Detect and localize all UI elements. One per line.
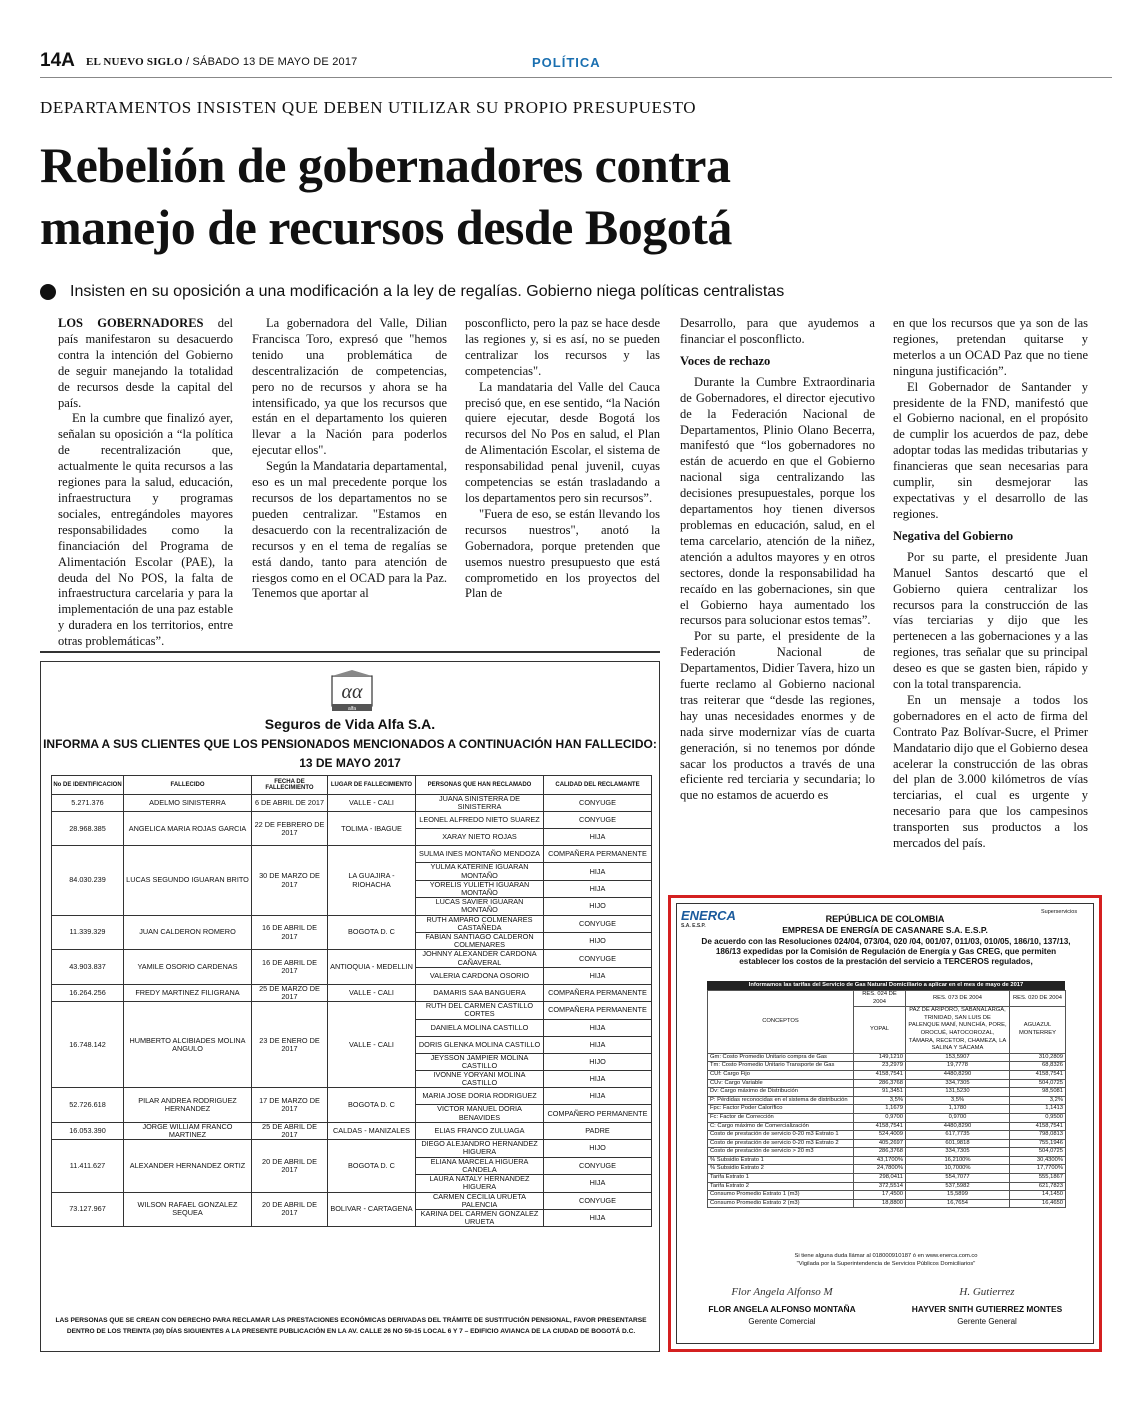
claimant-name: JOHNNY ALEXANDER CARDONA CAÑAVERAL <box>416 950 544 967</box>
tariff-value: 23,2979 <box>854 1062 906 1071</box>
tariff-row <box>708 1105 1066 1114</box>
claimant-relation: HIJA <box>544 1019 652 1036</box>
table-row <box>52 846 652 863</box>
tariff-row <box>708 1199 1066 1208</box>
tariff-concept: % Subsidio Estrato 2 <box>708 1165 854 1174</box>
column-header: CALIDAD DEL RECLAMANTE <box>544 776 652 795</box>
claimant-relation: PADRE <box>544 1122 652 1139</box>
deceased-date: 22 DE FEBRERO DE 2017 <box>252 812 328 846</box>
claimant-relation: HIJA <box>544 880 652 897</box>
claimant-relation: HIJO <box>544 1053 652 1070</box>
claimant-name: ELIANA MARCELA HIGUERA CANDELA <box>416 1157 544 1174</box>
claimant-name: YULMA KATERINE IGUARAN MONTAÑO <box>416 863 544 880</box>
tariff-value: 16,7654 <box>906 1199 1010 1208</box>
claimant-name: ELIAS FRANCO ZULUAGA <box>416 1122 544 1139</box>
column-header: No DE IDENTIFICACION <box>52 776 124 795</box>
tariff-row <box>708 1122 1066 1131</box>
tariff-header-row <box>708 991 1066 1007</box>
deceased-name: WILSON RAFAEL GONZALEZ SEQUEA <box>124 1192 252 1227</box>
tariff-value: 1,1679 <box>854 1105 906 1114</box>
deceased-date: 6 DE ABRIL DE 2017 <box>252 795 328 812</box>
deceased-table <box>51 775 652 1227</box>
table-row <box>52 812 652 829</box>
deceased-id: 73.127.967 <box>52 1192 124 1227</box>
section-divider <box>40 651 660 653</box>
claimant-relation: COMPAÑERA PERMANENTE <box>544 1002 652 1019</box>
tariff-row <box>708 1148 1066 1157</box>
tariff-value: 4158,7541 <box>854 1122 906 1131</box>
article-paragraph: Desarrollo, para que ayudemos a financiar el posconflicto. <box>680 316 875 346</box>
deceased-place: VALLE - CALI <box>328 795 416 812</box>
tariff-concept: Consumo Promedio Estrato 1 (m3) <box>708 1191 854 1200</box>
deceased-place: TOLIMA - IBAGUE <box>328 812 416 846</box>
tariff-row <box>708 1096 1066 1105</box>
claimant-relation: HIJA <box>544 967 652 984</box>
claimant-name: JUANA SINISTERRA DE SINISTERRA <box>416 795 544 812</box>
article-paragraph: Por su parte, el presidente Juan Manuel Santos descartó que el Gobierno quiera centralizar los recursos para la construcción de las vías terciarias y dijo que les pertenecen a las gobernaciones y a las regiones, tras señalar que su principal deseo es que se gasten bien, rápido y con la total transparencia. <box>893 549 1088 692</box>
tariff-value: 4480,8290 <box>906 1070 1010 1079</box>
handwritten-signature: Flor Angela Alfonso M <box>731 1286 833 1298</box>
tariff-value: 1,1780 <box>906 1105 1010 1114</box>
tariff-value: 14,1450 <box>1010 1191 1066 1200</box>
deceased-name: ANGELICA MARIA ROJAS GARCIA <box>124 812 252 846</box>
tariff-value: 18,8800 <box>854 1199 906 1208</box>
signer-name: HAYVER SNITH GUTIERREZ MONTES <box>911 1304 1063 1314</box>
tariff-concept: % Subsidio Estrato 1 <box>708 1156 854 1165</box>
tariff-value: 0,9500 <box>1010 1113 1066 1122</box>
tariff-value: 43,1700% <box>854 1156 906 1165</box>
tariff-concept: Tm: Costo Promedio Unitario Transporte de Gas <box>708 1062 854 1071</box>
deceased-name: ALEXANDER HERNANDEZ ORTIZ <box>124 1140 252 1192</box>
tariff-concept: C: Cargo máximo de Comercialización <box>708 1122 854 1131</box>
tariff-value: 153,5907 <box>906 1053 1010 1062</box>
article-kicker: DEPARTAMENTOS INSISTEN QUE DEBEN UTILIZAR SU PROPIO PRESUPUESTO <box>40 98 697 117</box>
tariff-value: 504,0725 <box>1010 1079 1066 1088</box>
tariff-value: 17,7700% <box>1010 1165 1066 1174</box>
col2-place: PAZ DE ARIPORO, SABANALARGA, TRINIDAD, SAN LUIS DE PALENQUE MANÍ, NUNCHÍA, PORE, OROCUÉ, HATOCOROZAL, TÁMARA, RECETOR, CHAMEZA, LA SALINA Y SÁCAMA <box>906 1007 1010 1054</box>
tariff-value: 4158,7541 <box>1010 1070 1066 1079</box>
article-column-4 <box>680 316 875 804</box>
claimant-name: CARMEN CECILIA URUETA PALENCIA <box>416 1192 544 1209</box>
deceased-place: CALDAS - MANIZALES <box>328 1122 416 1139</box>
deceased-name: FREDY MARTINEZ FILIGRANA <box>124 984 252 1001</box>
article-paragraph: posconflicto, pero la paz se hace desde las regiones y, si es así, no se pueden centralizar los recursos y las competencias". <box>465 316 660 378</box>
tariff-value: 3,5% <box>854 1096 906 1105</box>
claimant-relation: HIJO <box>544 933 652 950</box>
article-paragraph: La gobernadora del Valle, Dilian Francisca Toro, expresó que "hemos tenido una problemática de descentralización de competencias, pero no de recursos y ahora se ha intensificado, ya que los recursos que están en el departamento los quieren llevar a la Nación para poderlos ejecutar ellos". <box>252 316 447 458</box>
signer-name: FLOR ANGELA ALFONSO MONTAÑA <box>708 1304 856 1314</box>
tariff-value: 537,5982 <box>906 1182 1010 1191</box>
claimant-name: YORELIS YULIETH IGUARAN MONTAÑO <box>416 880 544 897</box>
col1-place: YOPAL <box>854 1007 906 1054</box>
deceased-date: 16 DE ABRIL DE 2017 <box>252 915 328 950</box>
tariff-value: 601,9818 <box>906 1139 1010 1148</box>
concepts-header: CONCEPTOS <box>708 991 854 1054</box>
claimant-name: VALERIA CARDONA OSORIO <box>416 967 544 984</box>
claimant-relation: COMPAÑERO PERMANENTE <box>544 1105 652 1122</box>
deceased-id: 28.968.385 <box>52 812 124 846</box>
claimant-relation: CONYUGE <box>544 950 652 967</box>
article-paragraph: En la cumbre que finalizó ayer, señalan su oposición a “la política de recentralización que, actualmente le quita recursos a las regiones para la salud, educación, infraestructura y programas sociales, entregándoles mayores responsabilidades como la financiación del Programa de Alimentación Escolar (PAE), la deuda del No POS, la falta de infraestructura carcelaria y para la implementación de una paz estable y duradera en los territorios, entre otras problemáticas”. <box>58 411 233 649</box>
enerca-country-title: REPÚBLICA DE COLOMBIA <box>825 914 945 924</box>
claimant-relation: HIJA <box>544 1175 652 1192</box>
tariff-value: 91,3451 <box>854 1088 906 1097</box>
deceased-name: LUCAS SEGUNDO IGUARAN BRITO <box>124 846 252 915</box>
claimant-relation: HIJA <box>544 863 652 880</box>
claimant-relation: CONYUGE <box>544 812 652 829</box>
claimant-name: JEYSSON JAMPIER MOLINA CASTILLO <box>416 1053 544 1070</box>
enerca-logo-text: ENERCA <box>681 908 736 923</box>
deceased-name: JUAN CALDERON ROMERO <box>124 915 252 950</box>
tariff-concept: CUf: Cargo Fijo <box>708 1070 854 1079</box>
tariff-value: 98,5081 <box>1010 1088 1066 1097</box>
claimant-name: KARINA DEL CARMEN GONZALEZ URUETA <box>416 1209 544 1226</box>
deceased-name: JORGE WILLIAM FRANCO MARTINEZ <box>124 1122 252 1139</box>
claimant-name: SULMA INES MONTAÑO MENDOZA <box>416 846 544 863</box>
tariff-value: 554,7077 <box>906 1174 1010 1183</box>
tariff-concept: Tarifa Estrato 1 <box>708 1174 854 1183</box>
supervision-note: "Vigilada por la Superintendencia de Servicios Públicos Domiciliarios" <box>796 1261 976 1267</box>
contact-note: Si tiene alguna duda llámar al 018000910187 ó en www.enerca.com.co <box>794 1253 978 1259</box>
claimant-relation: HIJA <box>544 1209 652 1226</box>
tariff-concept: Dv: Cargo máximo de Distribución <box>708 1088 854 1097</box>
tariff-value: 621,7823 <box>1010 1182 1066 1191</box>
tariff-concept: P: Pérdidas reconocidas en el sistema de distribución <box>708 1096 854 1105</box>
tariff-value: 24,7800% <box>854 1165 906 1174</box>
table-row <box>52 984 652 1001</box>
column-header: PERSONAS QUE HAN RECLAMADO <box>416 776 544 795</box>
signature-block <box>892 1286 1082 1326</box>
tariff-value: 3,2% <box>1010 1096 1066 1105</box>
tariff-value: 4158,7541 <box>854 1070 906 1079</box>
article-paragraph: La mandataria del Valle del Cauca precisó que, en ese sentido, “la Nación quiere ejecutar, desde Bogotá los recursos del No Pos en salud, el Plan de Alimentación Escolar, el sistema de responsabilidad penal juvenil, cuyas competencias se están trasladando a los departamentos pero sin recursos”. <box>465 379 660 505</box>
claimant-relation: CONYUGE <box>544 915 652 932</box>
tariff-table <box>707 990 1066 1208</box>
claimant-relation: HIJA <box>544 1071 652 1088</box>
deceased-date: 20 DE ABRIL DE 2017 <box>252 1140 328 1192</box>
issue-date: / SÁBADO 13 DE MAYO DE 2017 <box>186 56 358 68</box>
deceased-date: 20 DE ABRIL DE 2017 <box>252 1192 328 1227</box>
table-row <box>52 1088 652 1105</box>
article-column-1 <box>58 316 233 650</box>
tariff-row <box>708 1191 1066 1200</box>
article-column-2 <box>252 316 447 602</box>
deceased-date: 30 DE MARZO DE 2017 <box>252 846 328 915</box>
alfa-logo-icon <box>331 670 373 712</box>
tariff-value: 504,0725 <box>1010 1148 1066 1157</box>
deceased-id: 16.748.142 <box>52 1002 124 1088</box>
tariff-row <box>708 1053 1066 1062</box>
article-paragraph: En un mensaje a todos los gobernadores en el acto de firma del Contrato Paz Bolívar-Sucre, el Primer Mandatario dijo que el Gobierno desea acelerar la construcción de las obras del plan de 3.000 kilómetros de vías terciarias, el cual es urgente y necesario para que los campesinos transporten sus productos a los mercados del país. <box>893 692 1088 851</box>
deceased-name: YAMILE OSORIO CARDENAS <box>124 950 252 984</box>
deceased-id: 5.271.376 <box>52 795 124 812</box>
enerca-tariff-ad <box>676 903 1094 1344</box>
section-label: POLÍTICA <box>532 55 601 70</box>
claimant-name: LAURA NATALY HERNANDEZ HIGUERA <box>416 1175 544 1192</box>
article-summary <box>40 283 784 301</box>
article-column-5 <box>893 316 1088 852</box>
col3-res: RES. 020 DE 2004 <box>1010 991 1066 1007</box>
deceased-place: BOGOTA D. C <box>328 1140 416 1192</box>
claimant-relation: HIJO <box>544 1140 652 1157</box>
tariff-concept: Fc: Factor de Corrección <box>708 1113 854 1122</box>
deceased-date: 25 DE ABRIL DE 2017 <box>252 1122 328 1139</box>
tariff-concept: Tarifa Estrato 2 <box>708 1182 854 1191</box>
table-row <box>52 1002 652 1019</box>
claimant-name: RUTH DEL CARMEN CASTILLO CORTES <box>416 1002 544 1019</box>
tariff-value: 131,5230 <box>906 1088 1010 1097</box>
handwritten-signature: H. Gutierrez <box>959 1286 1015 1298</box>
tariff-value: 798,0813 <box>1010 1131 1066 1140</box>
deceased-name: ADELMO SINISTERRA <box>124 795 252 812</box>
tariff-value: 16,2100% <box>906 1156 1010 1165</box>
page-folio <box>40 50 1112 78</box>
tariff-value: 372,5514 <box>854 1182 906 1191</box>
claimant-name: XARAY NIETO ROJAS <box>416 829 544 846</box>
tariff-concept: Costo de prestación de servicio 0-20 m3 Estrato 2 <box>708 1139 854 1148</box>
article-paragraph: Por su parte, el presidente de la Federación Nacional de Departamentos, Didier Tavera, hizo un fuerte reclamo al Gobierno nacional tras reiterar que “desde las regiones, hay unas necesidades enormes y de nada sirve modernizar vías de cuarta generación, si no tenemos por dónde sacar los productos a través de una eficiente red terciaria y secundaria; lo que no estamos de acuerdo es <box>680 629 875 803</box>
tariff-value: 405,2697 <box>854 1139 906 1148</box>
tariff-concept: CUv: Cargo Variable <box>708 1079 854 1088</box>
tariff-value: 4158,7541 <box>1010 1122 1066 1131</box>
tariff-row <box>708 1088 1066 1097</box>
claimant-relation: CONYUGE <box>544 1157 652 1174</box>
deceased-place: BOGOTA D. C <box>328 915 416 950</box>
table-row <box>52 950 652 967</box>
claimant-relation: CONYUGE <box>544 795 652 812</box>
tariff-value: 0,9700 <box>854 1113 906 1122</box>
subheading: Voces de rechazo <box>680 353 771 368</box>
deceased-id: 11.411.627 <box>52 1140 124 1192</box>
newspaper-name: EL NUEVO SIGLO <box>86 56 183 68</box>
claimant-name: FABIAN SANTIAGO CALDERON COLMENARES <box>416 933 544 950</box>
tariff-value: 310,2809 <box>1010 1053 1066 1062</box>
deceased-place: LA GUAJIRA - RIOHACHA <box>328 846 416 915</box>
tariff-row <box>708 1131 1066 1140</box>
svg-text:alfa: alfa <box>347 706 357 712</box>
deceased-date: 16 DE ABRIL DE 2017 <box>252 950 328 984</box>
headline-line-2: manejo de recursos desde Bogotá <box>40 199 732 255</box>
tariff-concept: Costo de prestación de servicio 0-20 m3 Estrato 1 <box>708 1131 854 1140</box>
deceased-id: 16.053.390 <box>52 1122 124 1139</box>
tariff-value: 286,3768 <box>854 1079 906 1088</box>
col2-res: RES. 073 DE 2004 <box>906 991 1010 1007</box>
tariff-row <box>708 1079 1066 1088</box>
tariff-value: 19,7778 <box>906 1062 1010 1071</box>
claimant-relation: HIJA <box>544 829 652 846</box>
tariff-row <box>708 1174 1066 1183</box>
claimant-name: DORIS GLENKA MOLINA CASTILLO <box>416 1036 544 1053</box>
claimant-name: DIEGO ALEJANDRO HERNANDEZ HIGUERA <box>416 1140 544 1157</box>
tariff-value: 555,1867 <box>1010 1174 1066 1183</box>
tariff-value: 16,4650 <box>1010 1199 1066 1208</box>
alfa-date: 13 DE MAYO 2017 <box>299 756 401 770</box>
tariff-row <box>708 1182 1066 1191</box>
col1-res: RES. 024 DE 2004 <box>854 991 906 1007</box>
alfa-title: Seguros de Vida Alfa S.A. <box>264 716 436 732</box>
tariff-value: 334,7305 <box>906 1148 1010 1157</box>
headline-line-1: Rebelión de gobernadores contra <box>40 137 731 193</box>
lead-caps: LOS GOBERNADORES <box>58 316 204 330</box>
tariff-value: 149,1210 <box>854 1053 906 1062</box>
deceased-date: 23 DE ENERO DE 2017 <box>252 1002 328 1088</box>
bullet-icon <box>40 284 56 300</box>
table-row <box>52 1122 652 1139</box>
alfa-subtitle: INFORMA A SUS CLIENTES QUE LOS PENSIONADOS MENCIONADOS A CONTINUACIÓN HAN FALLECIDO: <box>43 737 657 751</box>
column-header: FECHA DE FALLECIMIENTO <box>252 776 328 795</box>
deceased-id: 11.339.329 <box>52 915 124 950</box>
subheading: Negativa del Gobierno <box>893 528 1014 543</box>
claimant-relation: COMPAÑERA PERMANENTE <box>544 846 652 863</box>
claimant-name: RUTH AMPARO COLMENARES CASTAÑEDA <box>416 915 544 932</box>
tariff-value: 10,7000% <box>906 1165 1010 1174</box>
page-number: 14A <box>40 50 75 71</box>
tariff-value: 524,4009 <box>854 1131 906 1140</box>
claimant-relation: HIJO <box>544 898 652 915</box>
deceased-id: 84.030.239 <box>52 846 124 915</box>
tariff-value: 617,7735 <box>906 1131 1010 1140</box>
publication-line <box>86 56 358 68</box>
article-paragraph <box>58 316 233 411</box>
claimant-relation: CONYUGE <box>544 1192 652 1209</box>
table-row <box>52 1140 652 1157</box>
tariff-value: 17,4500 <box>854 1191 906 1200</box>
svg-text:αα: αα <box>341 681 363 703</box>
deceased-name: PILAR ANDREA RODRIGUEZ HERNANDEZ <box>124 1088 252 1122</box>
tariff-row <box>708 1070 1066 1079</box>
tariff-band: Informamos las tarifas del Servicio de Gas Natural Domiciliario a aplicar en el mes de mayo de 2017 <box>707 981 1065 990</box>
article-paragraph: El Gobernador de Santander y presidente de la FND, manifestó que el Gobierno nacional, en el propósito de cumplir los acuerdos de paz, debe adoptar todas las medidas tributarias y financieras que sean necesarias para cumplir, sin desmejorar las expectativas y el desarrollo de las regiones. <box>893 379 1088 521</box>
enerca-intro: De acuerdo con las Resoluciones 024/04, 073/04, 020 /04, 001/07, 011/03, 010/05, 186/10, 137/13, 186/13 expedidas por la Comisión de Regulación de Energía y Gas CREG, que permiten establecer los costos de la prestación del servicio a TERCEROS regulados, <box>701 937 1071 966</box>
tariff-row <box>708 1113 1066 1122</box>
claimant-name: DAMARIS SAA BANGUERA <box>416 984 544 1001</box>
col3-place: AGUAZUL MONTERREY <box>1010 1007 1066 1054</box>
enerca-notes <box>707 1252 1065 1268</box>
enerca-company: EMPRESA DE ENERGÍA DE CASANARE S.A. E.S.P. <box>782 925 988 935</box>
deceased-id: 43.903.837 <box>52 950 124 984</box>
deceased-date: 17 DE MARZO DE 2017 <box>252 1088 328 1122</box>
alfa-footer: LAS PERSONAS QUE SE CREAN CON DERECHO PARA RECLAMAR LAS PRESTACIONES ECONÓMICAS DERIVADAS DEL TRÁMITE DE SUSTITUCIÓN PENSIONAL, FAVOR PRESENTARSE DENTRO DE LOS TREINTA (30) DÍAS SIGUIENTES A LA PRESENTE PUBLICACIÓN EN LA AV. CALLE 26 NO 59-15 LOCAL 6 Y 7 – EDIFICIO AVIANCA DE LA CIUDAD DE BOGOTÁ D.C. <box>55 1317 647 1335</box>
deceased-id: 52.726.618 <box>52 1088 124 1122</box>
claimant-name: LUCAS SAVIER IGUARAN MONTAÑO <box>416 898 544 915</box>
claimant-name: DANIELA MOLINA CASTILLO <box>416 1019 544 1036</box>
article-headline <box>40 134 1100 258</box>
column-header: LUGAR DE FALLECIMIENTO <box>328 776 416 795</box>
column-header: FALLECIDO <box>124 776 252 795</box>
article-paragraph: en que los recursos que ya son de las regiones, pretendan quitarse y meterlos a un OCAD Paz que no tiene ninguna justificación”. <box>893 316 1088 378</box>
tariff-value: 68,8326 <box>1010 1062 1066 1071</box>
tariff-row <box>708 1062 1066 1071</box>
signer-role: Gerente Comercial <box>748 1317 816 1326</box>
tariff-value: 1,1413 <box>1010 1105 1066 1114</box>
deceased-place: VALLE - CALI <box>328 984 416 1001</box>
tariff-value: 298,0411 <box>854 1174 906 1183</box>
tariff-value: 286,3768 <box>854 1148 906 1157</box>
claimant-name: VICTOR MANUEL DORIA BENAVIDES <box>416 1105 544 1122</box>
deceased-place: BOLIVAR - CARTAGENA <box>328 1192 416 1227</box>
tariff-row <box>708 1156 1066 1165</box>
tariff-value: 4480,8290 <box>906 1122 1010 1131</box>
tariff-concept: Consumo Promedio Estrato 2 (m3) <box>708 1199 854 1208</box>
claimant-relation: HIJA <box>544 1036 652 1053</box>
deceased-place: ANTIOQUIA - MEDELLIN <box>328 950 416 984</box>
paragraph-text: del país manifestaron su desacuerdo contra la intención del Gobierno de seguir manejando la totalidad de recursos desde la capital del país. <box>58 316 233 410</box>
tariff-value: 0,9700 <box>906 1113 1010 1122</box>
superservicios-text: Superservicios <box>1041 909 1078 915</box>
table-row <box>52 1192 652 1209</box>
article-paragraph: "Fuera de eso, se están llevando los recursos nuestros", anotó la Gobernadora, porque pretenden que usemos nuestro presupuesto que está comprometido en los proyectos del Plan de <box>465 506 660 601</box>
tariff-concept: Costo de prestación de servicio > 20 m3 <box>708 1148 854 1157</box>
signer-role: Gerente General <box>957 1317 1017 1326</box>
tariff-value: 3,5% <box>906 1096 1010 1105</box>
claimant-name: LEONEL ALFREDO NIETO SUAREZ <box>416 812 544 829</box>
table-header-row <box>52 776 652 795</box>
signature-block <box>687 1286 877 1326</box>
alfa-notice-ad <box>40 661 660 1352</box>
tariff-row <box>708 1139 1066 1148</box>
deceased-place: BOGOTA D. C <box>328 1088 416 1122</box>
claimant-name: IVONNE YORYANI MOLINA CASTILLO <box>416 1071 544 1088</box>
summary-text: Insisten en su oposición a una modificación a la ley de regalías. Gobierno niega políticas centralistas <box>70 283 785 300</box>
deceased-date: 25 DE MARZO DE 2017 <box>252 984 328 1001</box>
table-row <box>52 795 652 812</box>
claimant-name: MARIA JOSE DORIA RODRIGUEZ <box>416 1088 544 1105</box>
enerca-logo-sub: S.A. E.S.P. <box>681 923 706 929</box>
tariff-value: 30,4300% <box>1010 1156 1066 1165</box>
deceased-name: HUMBERTO ALCIBIADES MOLINA ANGULO <box>124 1002 252 1088</box>
article-paragraph: Según la Mandataria departamental, eso es un mal precedente porque los recursos de los departamentos no se pueden centralizar. "Estamos en desacuerdo con la recentralización de recursos y en el tema de regalías se está dando, tanto para atención de riesgos como en el OCAD para la Paz. Tenemos que aportar al <box>252 459 447 601</box>
tariff-concept: Fpc: Factor Poder Calorífico <box>708 1105 854 1114</box>
claimant-relation: HIJA <box>544 1088 652 1105</box>
article-column-3 <box>465 316 660 602</box>
deceased-place: VALLE - CALI <box>328 1002 416 1088</box>
tariff-value: 15,5899 <box>906 1191 1010 1200</box>
claimant-relation: COMPAÑERA PERMANENTE <box>544 984 652 1001</box>
table-row <box>52 915 652 932</box>
tariff-row <box>708 1165 1066 1174</box>
tariff-value: 334,7305 <box>906 1079 1010 1088</box>
deceased-id: 16.264.256 <box>52 984 124 1001</box>
tariff-concept: Gm: Costo Promedio Unitario compra de Gas <box>708 1053 854 1062</box>
article-paragraph: Durante la Cumbre Extraordinaria de Gobernadores, el director ejecutivo de la Federación Nacional de Departamentos, Plinio Olano Becerra, manifestó que “los gobernadores no están de acuerdo en que el Gobierno nacional siga centralizando las decisiones presupuestales, porque los departamentos hoy tienen diversos problemas en educación, salud, en el tema carcelario, atención de la niñez, atención a adultos mayores y en otros sectores, donde la responsabilidad ha recaído en las gobernaciones, sin que el Gobierno haya aumentado los recursos para solucionar estos temas”. <box>680 374 875 628</box>
tariff-value: 755,1946 <box>1010 1139 1066 1148</box>
